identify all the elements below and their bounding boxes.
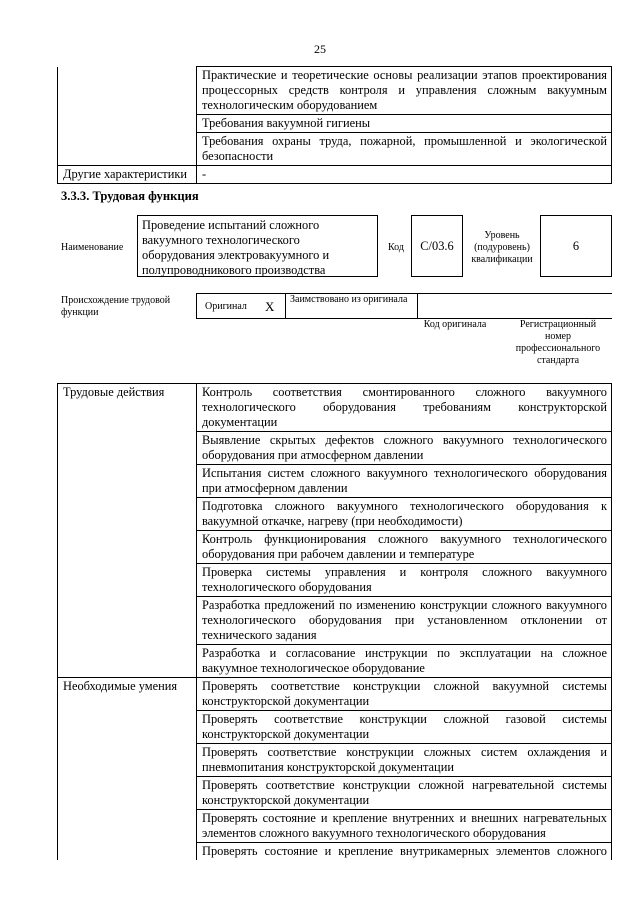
origin-divider: [285, 294, 286, 318]
skill-item: Проверять соответствие конструкции сложной газовой системы конструкторской документации: [197, 711, 612, 744]
code-original-caption: Код оригинала: [423, 319, 487, 330]
action-item: Разработка предложений по изменению конструкции сложного вакуумного технологического оборудования при установленном отклонении от технического задания: [197, 597, 612, 645]
top-table-row: Практические и теоретические основы реализации этапов проектирования процессорных средств контроля и управления сложным вакуумным технологическим оборудованием: [197, 67, 612, 115]
skill-item: Проверять состояние и крепление внутрикамерных элементов сложного: [197, 843, 612, 861]
action-item: Испытания систем сложного вакуумного технологического оборудования при атмосферном давлении: [197, 465, 612, 498]
top-table-label-cell: [58, 67, 197, 166]
skill-item: Проверять состояние и крепление внутренних и внешних нагревательных элементов сложного вакуумного технологического оборудования: [197, 810, 612, 843]
registration-caption: Регистрационный номер профессионального стандарта: [515, 319, 601, 366]
action-item: Подготовка сложного вакуумного технологического оборудования к вакуумной откачке, нагреву (при необходимости): [197, 498, 612, 531]
skills-label: Необходимые умения: [58, 678, 197, 861]
action-item: Контроль функционирования сложного вакуумного технологического оборудования при рабочем давлении и температуре: [197, 531, 612, 564]
origin-label: Происхождение трудовой функции: [61, 295, 171, 318]
code-value-box: [411, 215, 463, 277]
page-number: 25: [314, 42, 326, 56]
original-mark: X: [265, 299, 275, 314]
level-value-box: [540, 215, 612, 277]
code-label: Код: [388, 242, 404, 253]
action-item: Выявление скрытых дефектов сложного вакуумного технологического оборудования при атмосферном давлении: [197, 432, 612, 465]
skill-item: Проверять соответствие конструкции сложной нагревательной системы конструкторской документации: [197, 777, 612, 810]
name-value: Проведение испытаний сложного вакуумного технологического оборудования электровакуумного и полупроводникового производства: [142, 218, 330, 277]
level-label: Уровень (подуровень) квалификации: [471, 230, 533, 265]
origin-row: [196, 293, 612, 319]
origin-divider: [417, 294, 418, 318]
skill-item: Проверять соответствие конструкции сложных систем охлаждения и пневмопитания конструкторской документации: [197, 744, 612, 777]
borrowed-label: Заимствовано из оригинала: [290, 294, 408, 305]
code-value: C/03.6: [420, 239, 454, 253]
name-label: Наименование: [61, 242, 124, 253]
section-title: 3.3.3. Трудовая функция: [61, 189, 199, 203]
level-value: 6: [572, 239, 580, 253]
top-table-row: Требования охраны труда, пожарной, промышленной и экологической безопасности: [197, 133, 612, 166]
other-characteristics-label: Другие характеристики: [58, 166, 197, 184]
original-label: Оригинал: [205, 301, 247, 312]
top-table: [57, 66, 612, 184]
main-table: [57, 383, 612, 860]
actions-label: Трудовые действия: [58, 384, 197, 678]
action-item: Проверка системы управления и контроля сложного вакуумного технологического оборудования: [197, 564, 612, 597]
top-table-row: Требования вакуумной гигиены: [197, 115, 612, 133]
skill-item: Проверять соответствие конструкции сложной вакуумной системы конструкторской документации: [197, 678, 612, 711]
other-characteristics-value: -: [197, 166, 612, 184]
action-item: Разработка и согласование инструкции по эксплуатации на сложное вакуумное технологическое оборудование: [197, 645, 612, 678]
action-item: Контроль соответствия смонтированного сложного вакуумного технологического оборудования требованиям конструкторской документации: [197, 384, 612, 432]
name-value-box: [137, 215, 378, 277]
